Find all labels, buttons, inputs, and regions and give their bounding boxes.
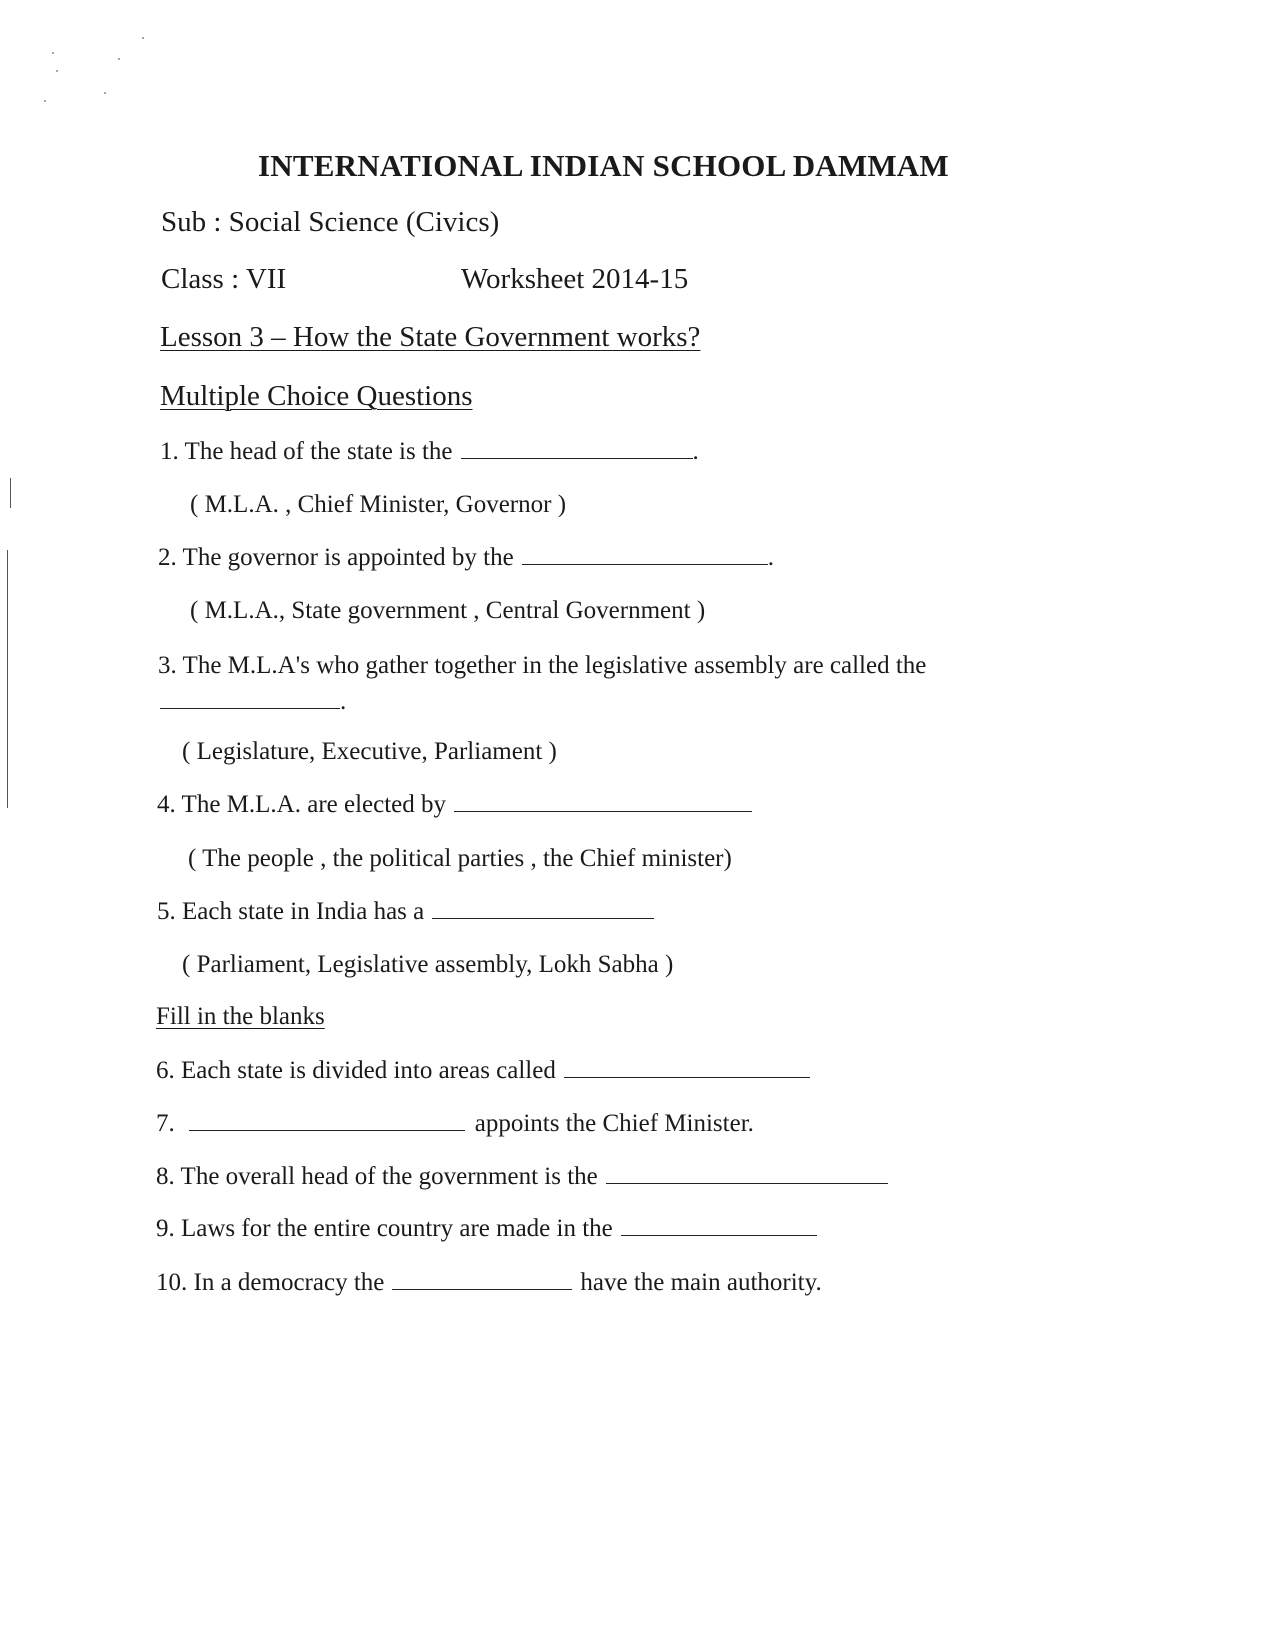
class-line: Class : VII [161,263,287,295]
answer-blank[interactable] [392,1288,572,1290]
scan-speck [44,100,46,102]
answer-blank[interactable] [189,1129,465,1131]
scan-margin-line [7,550,8,808]
lesson-title: Lesson 3 – How the State Government works? [160,321,701,353]
subject-line: Sub : Social Science (Civics) [161,206,500,238]
question-text: 7. [156,1110,175,1137]
scan-speck [52,52,54,54]
question-text: 8. The overall head of the government is the [156,1163,598,1190]
fill-question-8 [156,1163,888,1191]
scan-speck [104,92,106,94]
answer-blank[interactable] [160,707,340,709]
answer-blank[interactable] [621,1234,817,1236]
question-text: 2. The governor is appointed by the [158,544,514,571]
answer-blank[interactable] [461,457,693,459]
question-text: 9. Laws for the entire country are made in the [156,1215,613,1242]
question-end: . [340,688,347,715]
mcq-question-5 [157,898,654,926]
answer-blank[interactable] [432,917,654,919]
question-text: 6. Each state is divided into areas called [156,1057,556,1084]
fill-question-9 [156,1215,817,1243]
fill-heading: Fill in the blanks [156,1003,325,1030]
question-end: . [767,544,774,571]
mcq-options-5: ( Parliament, Legislative assembly, Lokh Sabha ) [182,951,674,978]
mcq-options-1: ( M.L.A. , Chief Minister, Governor ) [190,491,567,518]
answer-blank[interactable] [564,1076,810,1078]
question-after: have the main authority. [580,1269,822,1296]
mcq-heading: Multiple Choice Questions [160,380,473,412]
mcq-options-2: ( M.L.A., State government , Central Government ) [190,597,706,624]
fill-question-10 [156,1269,822,1297]
mcq-question-2 [158,544,774,572]
worksheet-year: Worksheet 2014-15 [461,263,689,295]
mcq-question-3-blank-line [152,688,346,716]
mcq-question-1 [160,438,699,466]
fill-question-7 [156,1110,754,1138]
answer-blank[interactable] [606,1182,888,1184]
scan-speck [142,37,144,39]
answer-blank[interactable] [454,810,752,812]
mcq-options-4: ( The people , the political parties , the Chief minister) [188,845,732,872]
mcq-question-3: 3. The M.L.A's who gather together in the legislative assembly are called the [158,652,927,679]
question-text: 4. The M.L.A. are elected by [157,791,447,818]
answer-blank[interactable] [522,563,768,565]
question-after: appoints the Chief Minister. [474,1110,754,1137]
question-text: 10. In a democracy the [156,1269,385,1296]
question-text: 5. Each state in India has a [157,898,425,925]
mcq-options-3: ( Legislature, Executive, Parliament ) [182,738,557,765]
scan-speck [56,70,58,72]
mcq-question-4 [157,791,752,819]
fill-question-6 [156,1057,810,1085]
scan-speck [118,58,120,60]
school-title: INTERNATIONAL INDIAN SCHOOL DAMMAM [258,148,949,183]
question-end: . [692,438,699,465]
scan-margin-line [10,478,11,508]
question-text: 1. The head of the state is the [160,438,453,465]
